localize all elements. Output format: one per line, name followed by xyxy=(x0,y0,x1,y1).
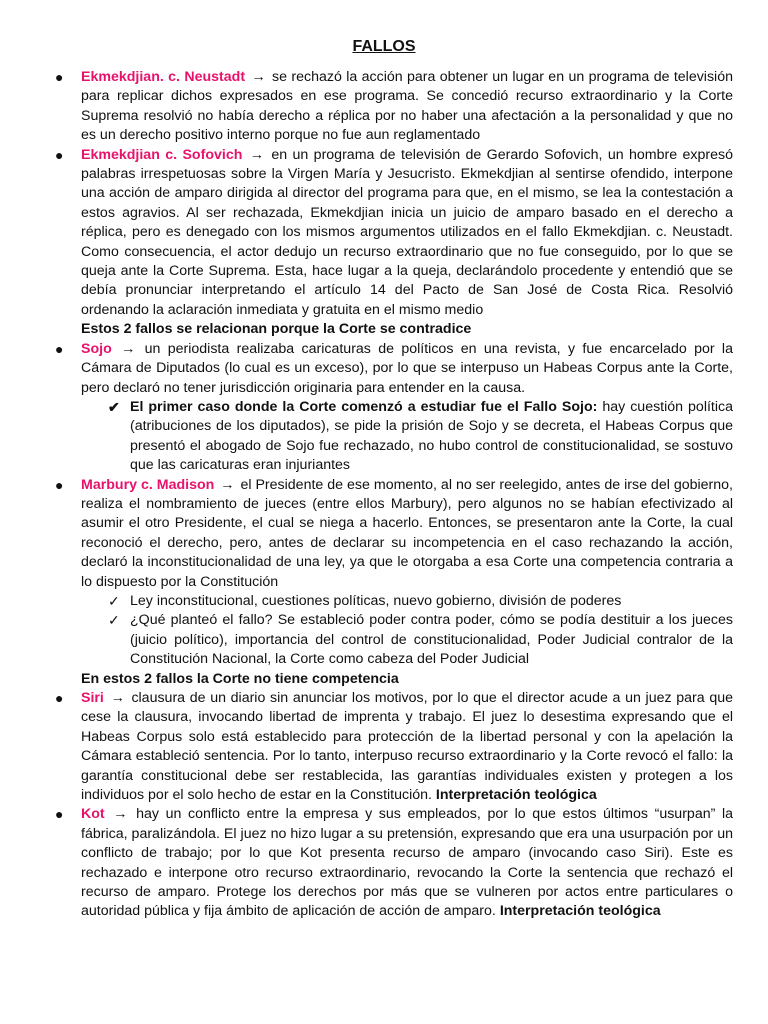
subitem-lead: El primer caso donde la Corte comenzó a estudiar fue el Fallo Sojo: xyxy=(130,398,598,415)
case-description: hay un conflicto entre la empresa y sus empleados, por lo que estos últimos “usurpan” la fábrica, paralizándola. El juez no hizo lugar a su pretensión, expresando que era una usurpación por un conflicto de trabajo; por lo que Kot presenta recurso de amparo (invocando caso Siri). Este es rechazado e interpone otro recurso extraordinario, revocando la Corte la sentencia que rechazó el recurso de amparo. Protege los derechos por más que se vulneren por actos entre particulares o autoridad pública y fija ámbito de aplicación de acción de amparo. xyxy=(81,806,733,920)
subitem-text: hay cuestión política (atribuciones de los diputados), se pide la prisión de Sojo y se decreta, el Habeas Corpus que presentó el abogado de Sojo fue rechazado, no hubo control de constitucionalidad, se sostuvo que las caricaturas eran injuriantes xyxy=(130,398,733,474)
check-icon: ✓ xyxy=(108,612,120,629)
case-name: Siri xyxy=(81,690,104,706)
bullet-icon: ● xyxy=(55,340,64,357)
page-title: FALLOS xyxy=(352,38,416,55)
subitem-text: Ley inconstitucional, cuestiones políticas, nuevo gobierno, división de poderes xyxy=(130,592,622,609)
case-name: Ekmekdjian. c. Neustadt xyxy=(81,69,246,85)
check-icon: ✓ xyxy=(108,592,120,609)
section-header-competencia: En estos 2 fallos la Corte no tiene competencia xyxy=(81,670,399,687)
check-icon: ✔ xyxy=(108,398,120,415)
arrow-icon: → xyxy=(251,69,266,85)
list-item-sofovich xyxy=(55,146,733,321)
case-description: el Presidente de ese momento, al no ser reelegido, antes de irse del gobierno, realiza el nombramiento de jueces (entre ellos Marbury), pero algunos no se habían efectivizado al asumir el otro Presidente, el cual se niega a hacerlo. Entonces, se presentaron ante la Corte, la cual reconoció el derecho, pero, antes de declarar su incompetencia en el caso rechazando la acción, declaró la inconstitucionalidad de una ley, ya que le otorgaba a esa Corte una competencia contraria a lo dispuesto por la Constitución xyxy=(81,476,733,590)
list-item-sojo xyxy=(55,340,733,398)
sojo-subitem xyxy=(108,398,733,476)
case-name: Sojo xyxy=(81,340,112,357)
list-item-marbury xyxy=(55,476,733,592)
case-name: Ekmekdjian c. Sofovich xyxy=(81,146,243,163)
interpretation-label: Interpretación teológica xyxy=(499,903,661,920)
case-description: clausura de un diario sin anunciar los motivos, por lo que el director acude a un juez para que cese la clausura, invocando libertad de imprenta y trabajo. El juez lo desestima expresando que el Habeas Corpus solo está establecido para protección de la libertad personal y con la apelación la Cámara estableció sentencia. Por lo tanto, interpuso recurso extraordinario y la Corte revocó el fallo: la garantía constitucional debe ser restablecida, las garantías individuales existen y protegen a los individuos por el solo hecho de estar en la Constitución. xyxy=(81,690,733,804)
bullet-icon: ● xyxy=(55,476,64,493)
bullet-icon: ● xyxy=(55,69,64,85)
arrow-icon: → xyxy=(121,340,136,357)
list-item-kot xyxy=(55,805,733,921)
arrow-icon: → xyxy=(110,690,125,706)
arrow-icon: → xyxy=(113,806,128,823)
case-name: Kot xyxy=(81,806,105,823)
list-item-siri xyxy=(55,689,733,805)
bullet-icon: ● xyxy=(55,690,64,706)
case-name: Marbury c. Madison xyxy=(81,476,215,493)
section-header-contradice: Estos 2 fallos se relacionan porque la Corte se contradice xyxy=(81,321,472,338)
case-description: en un programa de televisión de Gerardo Sofovich, un hombre expresó palabras irrespetuosas sobre la Virgen María y Jesucristo. Ekmekdjian al sentirse ofendido, interpone una acción de amparo dirigida al director del programa para que, en el mismo, se lea la contestación a estos agravios. Al ser rechazada, Ekmekdjian inicia un juicio de amparo basado en el derecho a réplica, pero es denegado con los mismos argumentos utilizados en el fallo Ekmekdjian. c. Neustadt. Como consecuencia, el actor dedujo un recurso extraordinario que no fue conseguido, por lo que se queja ante la Corte Suprema. Esta, hace lugar a la queja, declarándolo procedente y entendió que se debía pronunciar interpretando el artículo 14 del Pacto de San José de Costa Rica. Resolvió ordenando la aclaración inmediata y gratuita en el mismo medio xyxy=(81,146,733,318)
marbury-subitem xyxy=(108,611,733,669)
marbury-subitem xyxy=(108,592,733,611)
case-description: se rechazó la acción para obtener un lugar en un programa de televisión para replicar dichos expresados en ese programa. Se concedió recurso extraordinario y la Corte Suprema resolvió no había derecho a réplica por no haber una afectación a la personalidad y que no es un derecho positivo interno porque no fue aun reglamentado xyxy=(81,69,733,144)
interpretation-label: Interpretación teológica xyxy=(435,787,597,804)
arrow-icon: → xyxy=(249,146,264,163)
document-body xyxy=(55,68,733,922)
bullet-icon: ● xyxy=(55,146,64,163)
list-item-neustadt xyxy=(55,68,733,146)
arrow-icon: → xyxy=(220,476,235,493)
case-description: un periodista realizaba caricaturas de políticos en una revista, y fue encarcelado por la Cámara de Diputados (lo cual es un exceso), por lo que se interpuso un Habeas Corpus ante la Corte, pero declaró no tener jurisdicción originaria para entender en la causa. xyxy=(81,340,733,396)
bullet-icon: ● xyxy=(55,806,64,823)
subitem-text: ¿Qué planteó el fallo? Se estableció poder contra poder, cómo se podía destituir a los jueces (juicio político), importancia del control de constitucionalidad, Poder Judicial contralor de la Constitución Nacional, la Corte como cabeza del Poder Judicial xyxy=(130,612,733,668)
